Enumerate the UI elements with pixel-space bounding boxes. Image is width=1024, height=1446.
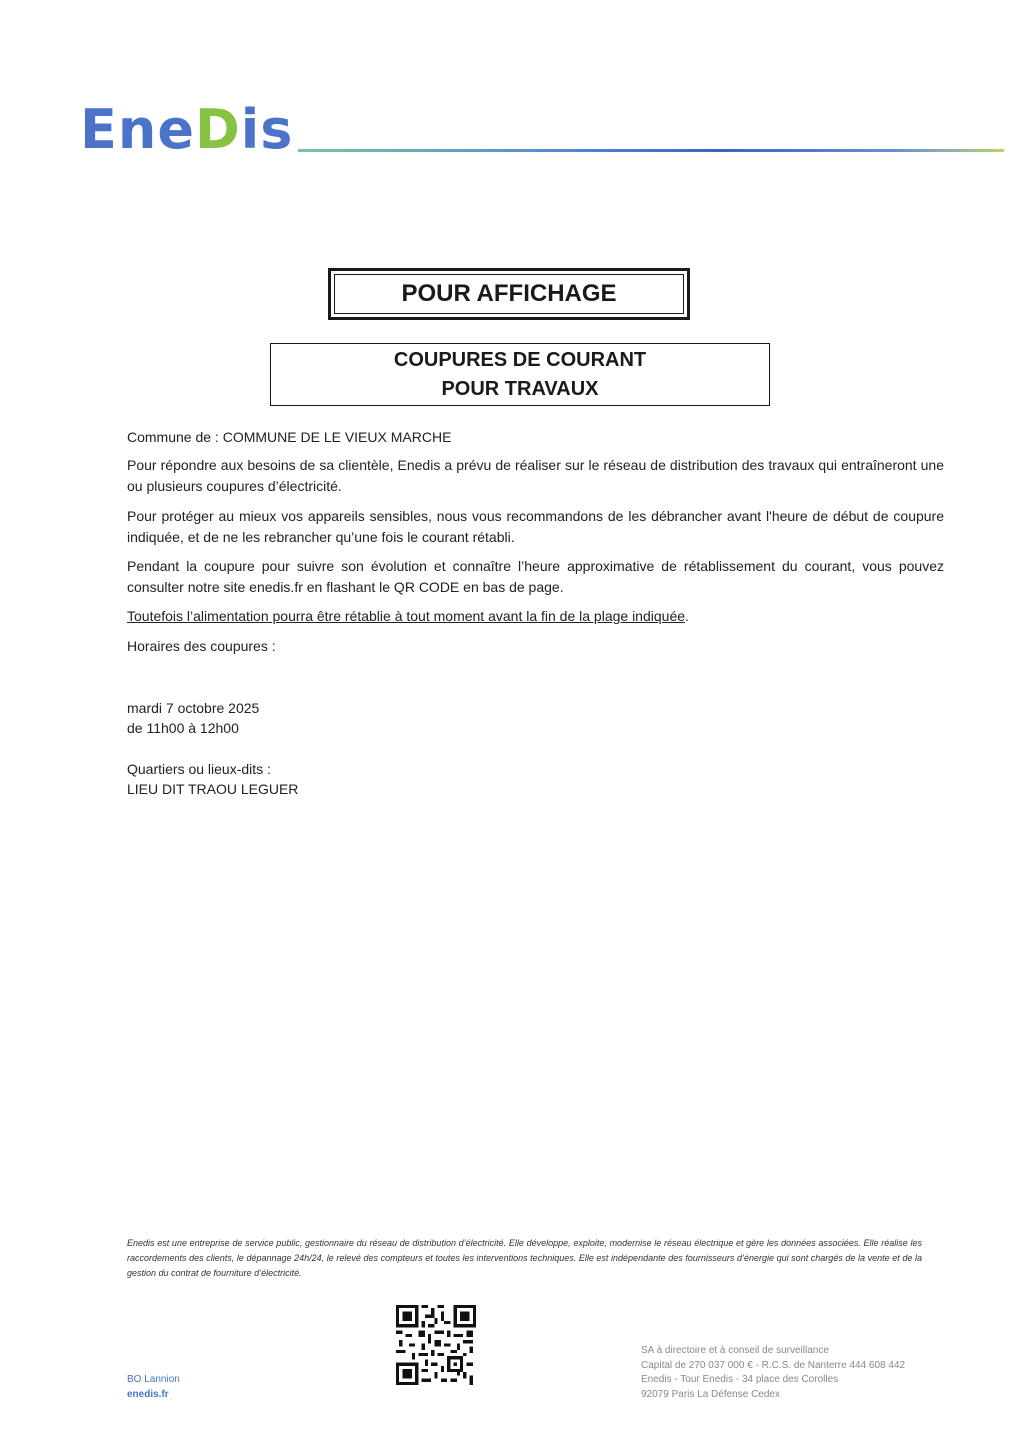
subtitle-line-2: POUR TRAVAUX [441, 377, 599, 400]
legal-line-1: SA à directoire et à conseil de surveillance [641, 1345, 829, 1356]
commune-line: Commune de : COMMUNE DE LE VIEUX MARCHE [127, 429, 452, 445]
site-link[interactable]: enedis.fr [127, 1389, 169, 1400]
warning-period: . [685, 608, 689, 624]
area-name: LIEU DIT TRAOU LEGUER [127, 781, 299, 797]
paragraph-follow-up: Pendant la coupure pour suivre son évolution et connaître l’heure approximative de rétablissement du courant, vous pouvez consulter notre site enedis.fr en flashant le QR CODE en bas de page. [127, 558, 944, 595]
display-title-box [328, 268, 690, 320]
legal-line-4: 92079 Paris La Défense Cedex [641, 1388, 780, 1400]
legal-line-2: Capital de 270 037 000 € - R.C.S. de Nanterre 444 608 442 [641, 1359, 906, 1371]
office-name: BO Lannion [127, 1374, 180, 1385]
paragraph-intro: Pour répondre aux besoins de sa clientèle, Enedis a prévu de réaliser sur le réseau de distribution des travaux qui entraîneront une ou plusieurs coupures d’électricité. [127, 457, 944, 494]
company-description: Enedis est une entreprise de service public, gestionnaire du réseau de distribution d’électricité. Elle développe, exploite, modernise le réseau électrique et gère les données associées. Elle réalise les raccordements des clients, le dépannage 24h/24, le relevé des compteurs et toutes les interventions techniques. Elle est indépendante des fournisseurs d’énergie qui sont chargés de la vente et de la gestion du contrat de fourniture d’électricité. [127, 1238, 922, 1278]
display-title: POUR AFFICHAGE [334, 274, 684, 314]
subtitle-box [270, 343, 770, 406]
warning-line [127, 606, 944, 627]
schedule-label: Horaires des coupures : [127, 638, 276, 654]
outage-time: de 11h00 à 12h00 [127, 720, 239, 736]
warning-text: Toutefois l’alimentation pourra être rétablie à tout moment avant la fin de la plage indiquée [127, 608, 686, 624]
qr-code-graphic [396, 1305, 476, 1385]
subtitle-line-1: COUPURES DE COURANT [393, 348, 647, 371]
paragraph-protection: Pour protéger au mieux vos appareils sensibles, nous vous recommandons de les débrancher avant l'heure de début de coupure indiquée, et de ne les rebrancher qu’une fois le courant rétabli. [127, 508, 944, 545]
legal-info [641, 1344, 905, 1402]
footer-left [127, 1372, 180, 1402]
qr-code[interactable] [396, 1305, 476, 1385]
legal-line-3: Enedis - Tour Enedis - 34 place des Corolles [641, 1374, 839, 1385]
areas-label: Quartiers ou lieux-dits : [127, 761, 271, 777]
enedis-logo: EneDis [80, 98, 294, 161]
outage-date: mardi 7 octobre 2025 [127, 700, 260, 716]
header-rule [298, 149, 1004, 152]
